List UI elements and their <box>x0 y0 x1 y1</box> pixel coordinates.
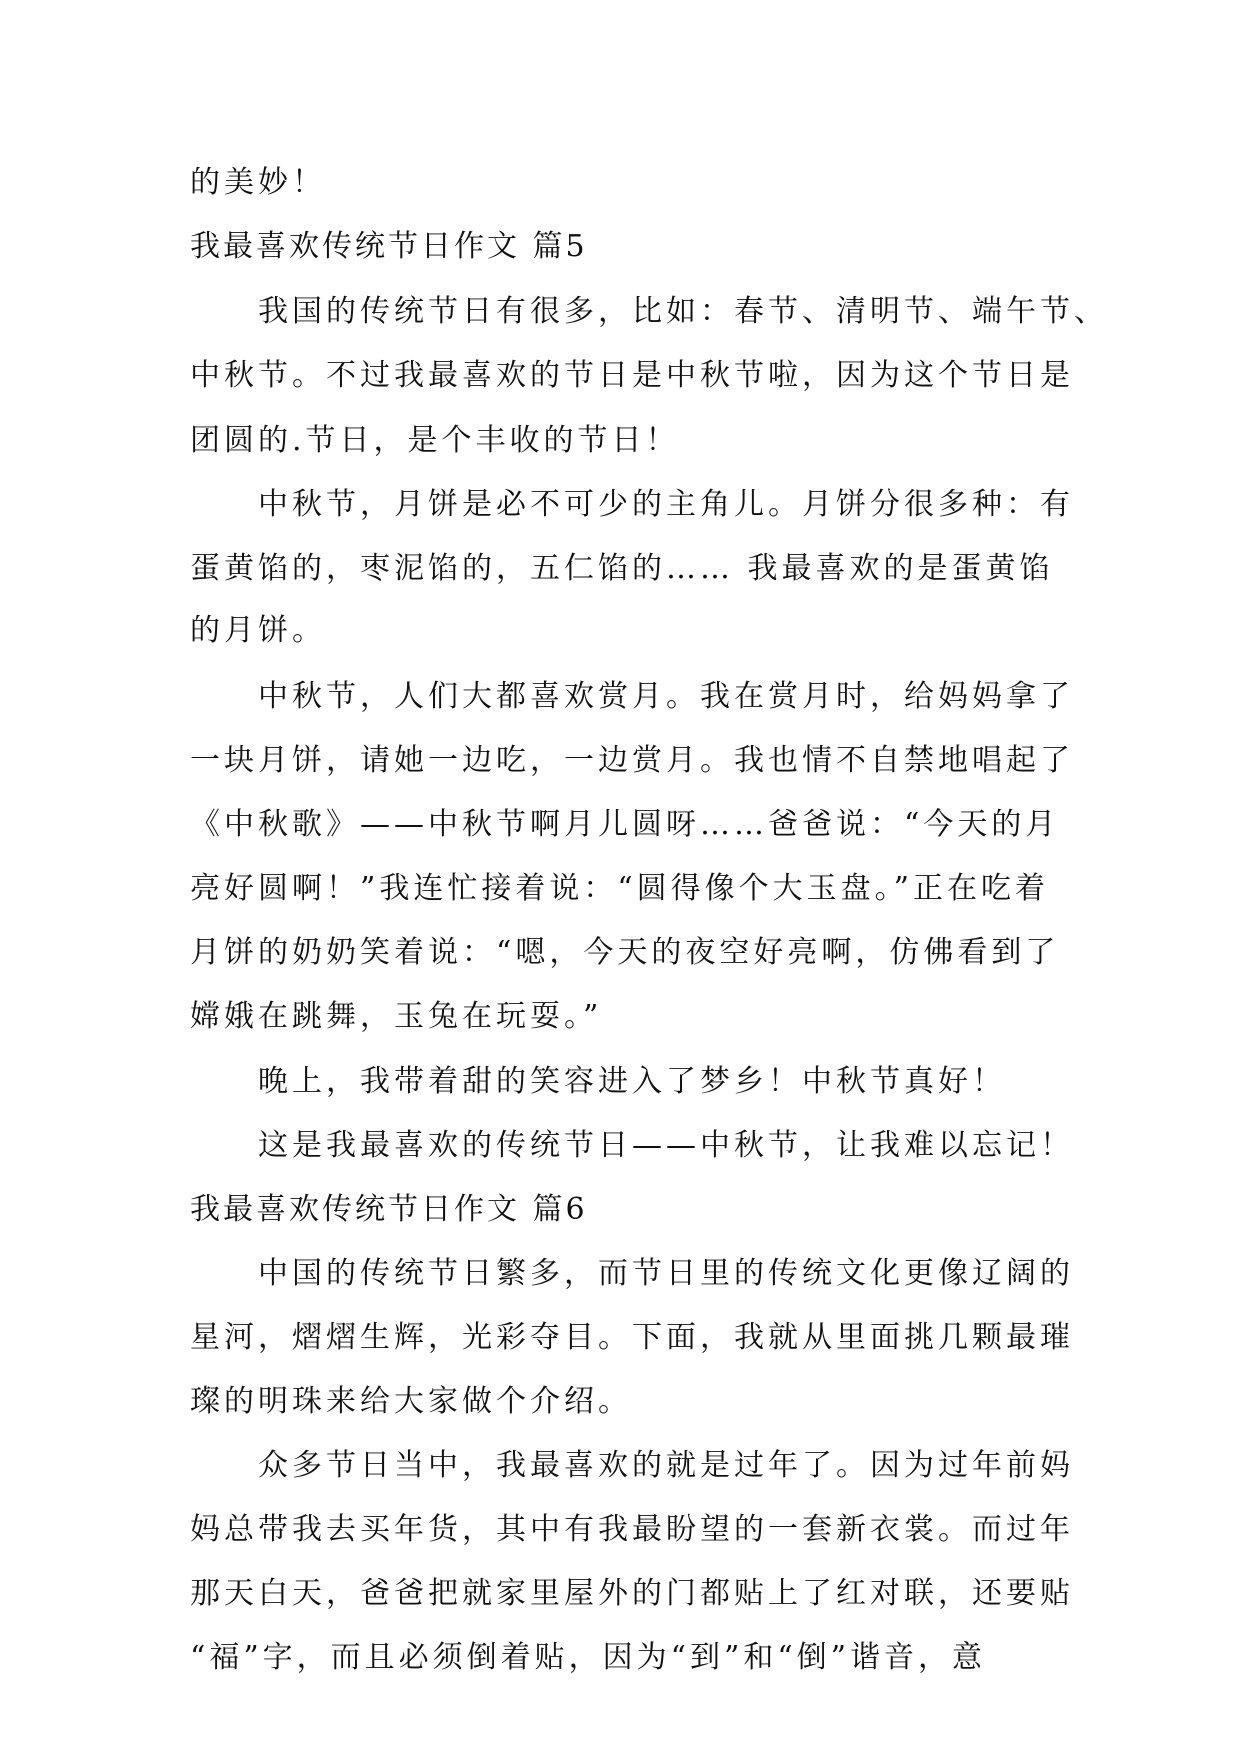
text-line: 嫦娥在跳舞，玉兔在玩耍。” <box>190 999 603 1034</box>
text-line: 的月饼。 <box>190 613 326 648</box>
text-line: 中秋节。不过我最喜欢的节日是中秋节啦，因为这个节日是 <box>190 358 1074 393</box>
text-line: 妈总带我去买年货，其中有我最盼望的一套新衣裳。而过年 <box>190 1512 1074 1547</box>
text-line: “福”字，而且必须倒着贴，因为“到”和“倒”谐音，意 <box>190 1640 987 1675</box>
text-line: 亮好圆啊！”我连忙接着说：“圆得像个大玉盘。”正在吃着 <box>190 871 1050 906</box>
text-line: 蛋黄馅的，枣泥馅的，五仁馅的…… 我最喜欢的是蛋黄馅 <box>190 551 1054 586</box>
text-line: 的美妙！ <box>190 165 326 200</box>
text-line: 那天白天，爸爸把就家里屋外的门都贴上了红对联，还要贴 <box>190 1576 1074 1611</box>
text-line: 晚上，我带着甜的笑容进入了梦乡！中秋节真好！ <box>258 1064 1006 1099</box>
text-line: 团圆的.节日，是个丰收的节日！ <box>190 423 680 458</box>
text-line: 璨的明珠来给大家做个介绍。 <box>190 1384 632 1419</box>
text-line: 众多节日当中，我最喜欢的就是过年了。因为过年前妈 <box>258 1448 1074 1483</box>
text-line: 中秋节，月饼是必不可少的主角儿。月饼分很多种：有 <box>258 487 1074 522</box>
section-heading: 我最喜欢传统节日作文 篇5 <box>190 229 588 264</box>
text-line: 一块月饼，请她一边吃，一边赏月。我也情不自禁地唱起了 <box>190 743 1074 778</box>
text-line: 中国的传统节日繁多，而节日里的传统文化更像辽阔的 <box>258 1256 1074 1291</box>
text-line: 这是我最喜欢的传统节日——中秋节，让我难以忘记！ <box>258 1128 1074 1163</box>
text-line: 《中秋歌》——中秋节啊月儿圆呀……爸爸说：“今天的月 <box>190 807 1060 842</box>
text-line: 中秋节，人们大都喜欢赏月。我在赏月时，给妈妈拿了 <box>258 679 1074 714</box>
section-heading: 我最喜欢传统节日作文 篇6 <box>190 1192 588 1227</box>
text-line: 月饼的奶奶笑着说：“嗯，今天的夜空好亮啊，仿佛看到了 <box>190 935 1060 970</box>
text-line: 星河，熠熠生辉，光彩夺目。下面，我就从里面挑几颗最璀 <box>190 1320 1074 1355</box>
text-line: 我国的传统节日有很多，比如：春节、清明节、端午节、 <box>258 294 1108 329</box>
